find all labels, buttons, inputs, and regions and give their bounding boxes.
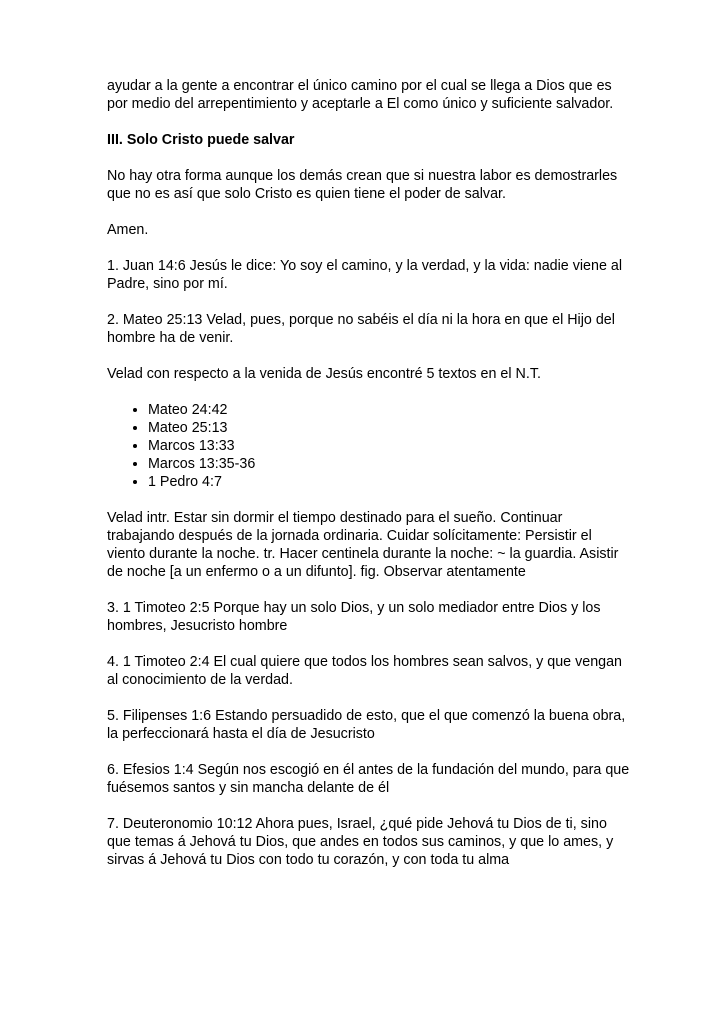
amen-text: Amen. [107, 222, 149, 238]
verse-list [107, 401, 633, 491]
velad-intro: Velad con respecto a la venida de Jesús encontré 5 textos en el N.T. [107, 366, 541, 382]
list-item: • Marcos 13:35-36 [148, 455, 633, 473]
document-page [107, 77, 633, 887]
reference-5: 5. Filipenses 1:6 Estando persuadido de esto, que el que comenzó la buena obra, la perfeccionará hasta el día de Jesucristo [107, 708, 626, 742]
reference-1: 1. Juan 14:6 Jesús le dice: Yo soy el camino, y la verdad, y la vida: nadie viene al Padre, sino por mí. [107, 258, 623, 292]
list-item: • Mateo 25:13 [148, 419, 633, 437]
list-item: • Mateo 24:42 [148, 401, 633, 419]
velad-definition: Velad intr. Estar sin dormir el tiempo destinado para el sueño. Continuar trabajando después de la jornada ordinaria. Cuidar solícitamente: Persistir el viento durante la noche. tr. Hacer centinela durante la noche: ~ la guardia. Asistir de noche [a un enfermo o a un difunto]. fig. Observar atentamente [107, 510, 619, 580]
reference-3: 3. 1 Timoteo 2:5 Porque hay un solo Dios, y un solo mediador entre Dios y los hombres, Jesucristo hombre [107, 600, 601, 634]
intro-paragraph: ayudar a la gente a encontrar el único camino por el cual se llega a Dios que es por medio del arrepentimiento y aceptarle a El como único y suficiente salvador. [107, 78, 614, 112]
reference-2: 2. Mateo 25:13 Velad, pues, porque no sabéis el día ni la hora en que el Hijo del hombre ha de venir. [107, 312, 615, 346]
reference-7: 7. Deuteronomio 10:12 Ahora pues, Israel, ¿qué pide Jehová tu Dios de ti, sino que temas á Jehová tu Dios, que andes en todos sus caminos, y que lo ames, y sirvas á Jehová tu Dios con todo tu corazón, y con toda tu alma [107, 816, 614, 868]
salvation-paragraph: No hay otra forma aunque los demás crean que si nuestra labor es demostrarles que no es así que solo Cristo es quien tiene el poder de salvar. [107, 168, 618, 202]
list-item: • 1 Pedro 4:7 [148, 473, 633, 491]
section-heading: III. Solo Cristo puede salvar [107, 132, 295, 148]
reference-6: 6. Efesios 1:4 Según nos escogió en él antes de la fundación del mundo, para que fuésemos santos y sin mancha delante de él [107, 762, 630, 796]
list-item: • Marcos 13:33 [148, 437, 633, 455]
reference-4: 4. 1 Timoteo 2:4 El cual quiere que todos los hombres sean salvos, y que vengan al conocimiento de la verdad. [107, 654, 623, 688]
